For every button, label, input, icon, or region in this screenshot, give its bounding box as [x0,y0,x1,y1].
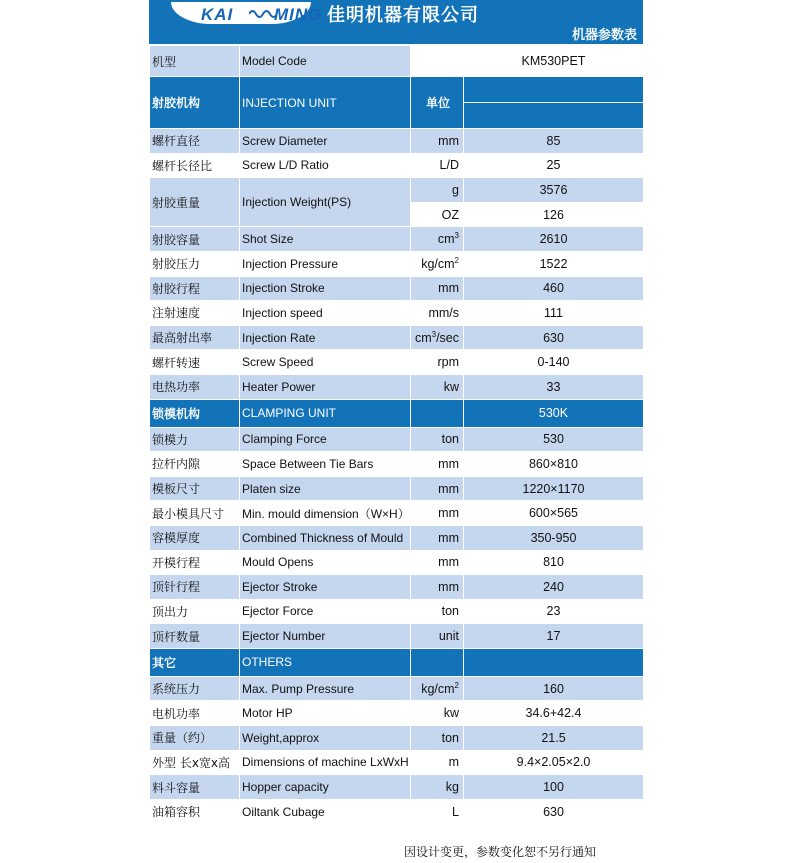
spec-label-en: Shot Size [240,227,411,252]
unit-superscript: 3 [454,231,459,241]
spec-row [150,726,644,751]
spec-row [150,525,644,550]
spec-unit: ton [411,427,464,452]
spec-value: 17 [464,624,644,649]
spec-label-en: Injection Pressure [240,251,411,276]
spec-unit: L [411,799,464,824]
header-banner [149,0,643,44]
spec-label-cn: 系统压力 [150,676,240,701]
spec-label-en: Screw Speed [240,350,411,375]
spec-row [150,251,644,276]
unit-superscript: 3 [431,329,437,339]
spec-label-cn: 料斗容量 [150,775,240,800]
spec-label-cn: 螺杆直径 [150,129,240,154]
injection-header-value-top [464,77,644,103]
spec-unit: kw [411,701,464,726]
spec-unit: unit [411,624,464,649]
clamping-header-row-value: 530K [464,399,644,427]
spec-label-en: Screw Diameter [240,129,411,154]
model-row [150,46,644,77]
spec-unit: mm [411,276,464,301]
spec-label-en: Hopper capacity [240,775,411,800]
footer-note: 因设计变更，参数变化恕不另行通知 [404,845,597,859]
spec-unit: kw [411,374,464,399]
spec-row [150,227,644,252]
spec-value: 810 [464,550,644,575]
spec-label-en: Injection Rate [240,325,411,350]
spec-label-cn: 外型 长x宽x高 [150,750,240,775]
spec-label-en: Mould Opens [240,550,411,575]
spec-unit: L/D [411,153,464,178]
spec-row [150,799,644,824]
spec-value: 860×810 [464,452,644,477]
model-label-cn: 机型 [150,46,240,77]
spec-value: 9.4×2.05×2.0 [464,750,644,775]
spec-unit: m [411,750,464,775]
spec-row [150,501,644,526]
spec-unit: mm [411,575,464,600]
spec-label-en: Combined Thickness of Mould [240,525,411,550]
unit-superscript: 2 [454,255,459,265]
spec-label-en: Platen size [240,476,411,501]
spec-label-cn: 模板尺寸 [150,476,240,501]
injection-header-row [150,77,644,103]
spec-value: 23 [464,599,644,624]
spec-unit: mm [411,501,464,526]
spec-value: 21.5 [464,726,644,751]
spec-value: 2610 [464,227,644,252]
spec-label-cn: 顶出力 [150,599,240,624]
spec-label-cn: 最高射出率 [150,325,240,350]
spec-label-en: Heater Power [240,374,411,399]
spec-label-cn: 射胶容量 [150,227,240,252]
spec-row [150,325,644,350]
spec-row [150,599,644,624]
spec-label-cn: 开模行程 [150,550,240,575]
spec-value: 0-140 [464,350,644,375]
spec-row [150,276,644,301]
spec-label-cn: 螺杆长径比 [150,153,240,178]
spec-label-en: Weight,approx [240,726,411,751]
spec-row [150,427,644,452]
spec-label-cn: 油箱容积 [150,799,240,824]
others-header-row-value [464,648,644,676]
spec-value: 33 [464,374,644,399]
spec-label-en: Ejector Force [240,599,411,624]
spec-label-cn: 容模厚度 [150,525,240,550]
spec-label-en: Space Between Tie Bars [240,452,411,477]
spec-label-cn: 射胶行程 [150,276,240,301]
spec-row [150,775,644,800]
spec-unit: ton [411,599,464,624]
spec-unit: mm [411,129,464,154]
spec-value: 600×565 [464,501,644,526]
spec-label-cn: 锁模力 [150,427,240,452]
spec-unit: mm [411,476,464,501]
spec-unit: ton [411,726,464,751]
spec-label-cn: 螺杆转速 [150,350,240,375]
spec-unit: OZ [411,202,464,227]
spec-unit: $kg/cm^2$ [411,251,464,276]
company-logo [171,2,323,24]
clamping-header-row [150,399,644,427]
spec-row [150,350,644,375]
spec-row [150,178,644,203]
spec-unit: mm/s [411,301,464,326]
spec-label-en: Clamping Force [240,427,411,452]
unit-superscript: 2 [454,680,459,690]
spec-row [150,153,644,178]
spec-value: 350-950 [464,525,644,550]
spec-label-en: Ejector Stroke [240,575,411,600]
others-header-row [150,648,644,676]
spec-value: 630 [464,799,644,824]
spec-label-en: Motor HP [240,701,411,726]
injection-header-unit: 单位 [411,77,464,129]
spec-row [150,575,644,600]
logo-text-kai: KAI [201,5,234,24]
spec-row [150,624,644,649]
spec-value: 460 [464,276,644,301]
model-value: KM530PET [464,46,644,77]
spec-row [150,129,644,154]
model-label-en: Model Code [240,46,411,77]
spec-value: 240 [464,575,644,600]
injection-header-value-bottom [464,103,644,129]
spec-row [150,301,644,326]
spec-label-cn: 顶杆数量 [150,624,240,649]
injection-header-en: INJECTION UNIT [240,77,411,129]
spec-label-cn: 顶针行程 [150,575,240,600]
spec-label-cn: 重量（约） [150,726,240,751]
spec-unit: kg [411,775,464,800]
spec-label-cn: 射胶压力 [150,251,240,276]
spec-label-en: Ejector Number [240,624,411,649]
logo-wave-icon [249,8,277,20]
spec-value: 111 [464,301,644,326]
spec-label-cn: 射胶重量 [150,178,240,227]
spec-value: 25 [464,153,644,178]
spec-unit: mm [411,550,464,575]
others-header-row-en: OTHERS [240,648,411,676]
spec-value: 85 [464,129,644,154]
others-header-row-unit [411,648,464,676]
spec-row [150,676,644,701]
model-unit-cell [411,46,464,77]
spec-label-en: Dimensions of machine LxWxH [240,750,411,775]
spec-unit: $cm^3/\sec$ [411,325,464,350]
clamping-header-row-unit [411,399,464,427]
spec-label-cn: 最小模具尺寸 [150,501,240,526]
spec-value: 630 [464,325,644,350]
spec-row [150,374,644,399]
injection-header-cn: 射胶机构 [150,77,240,129]
spec-unit: rpm [411,350,464,375]
spec-value: 100 [464,775,644,800]
spec-value: 160 [464,676,644,701]
spec-unit: mm [411,452,464,477]
spec-value: 3576 [464,178,644,203]
spec-row [150,750,644,775]
spec-label-cn: 电机功率 [150,701,240,726]
spec-value: 1522 [464,251,644,276]
clamping-header-row-en: CLAMPING UNIT [240,399,411,427]
spec-row [150,701,644,726]
clamping-header-row-cn: 锁模机构 [150,399,240,427]
spec-row [150,452,644,477]
company-name: 佳明机器有限公司 [327,5,479,26]
spec-label-cn: 电热功率 [150,374,240,399]
spec-label-en: Oiltank Cubage [240,799,411,824]
spec-row [150,550,644,575]
spec-label-cn: 注射速度 [150,301,240,326]
spec-label-en: Injection Stroke [240,276,411,301]
spec-label-cn: 拉杆内隙 [150,452,240,477]
spec-value: 1220×1170 [464,476,644,501]
spec-label-en: Injection speed [240,301,411,326]
spec-unit: g [411,178,464,203]
spec-table [149,45,644,824]
others-header-row-cn: 其它 [150,648,240,676]
spec-unit: $cm^3$ [411,227,464,252]
spec-label-en: Screw L/D Ratio [240,153,411,178]
spec-label-en: Max. Pump Pressure [240,676,411,701]
spec-row [150,476,644,501]
logo-text-ming: MING [274,5,323,24]
spec-value: 126 [464,202,644,227]
spec-label-en: Min. mould dimension（W×H） [240,501,411,526]
spec-value: 34.6+42.4 [464,701,644,726]
sheet-title: 机器参数表 [571,28,637,43]
spec-label-en: Injection Weight(PS) [240,178,411,227]
spec-unit: mm [411,525,464,550]
spec-unit: $kg/cm^2$ [411,676,464,701]
spec-value: 530 [464,427,644,452]
